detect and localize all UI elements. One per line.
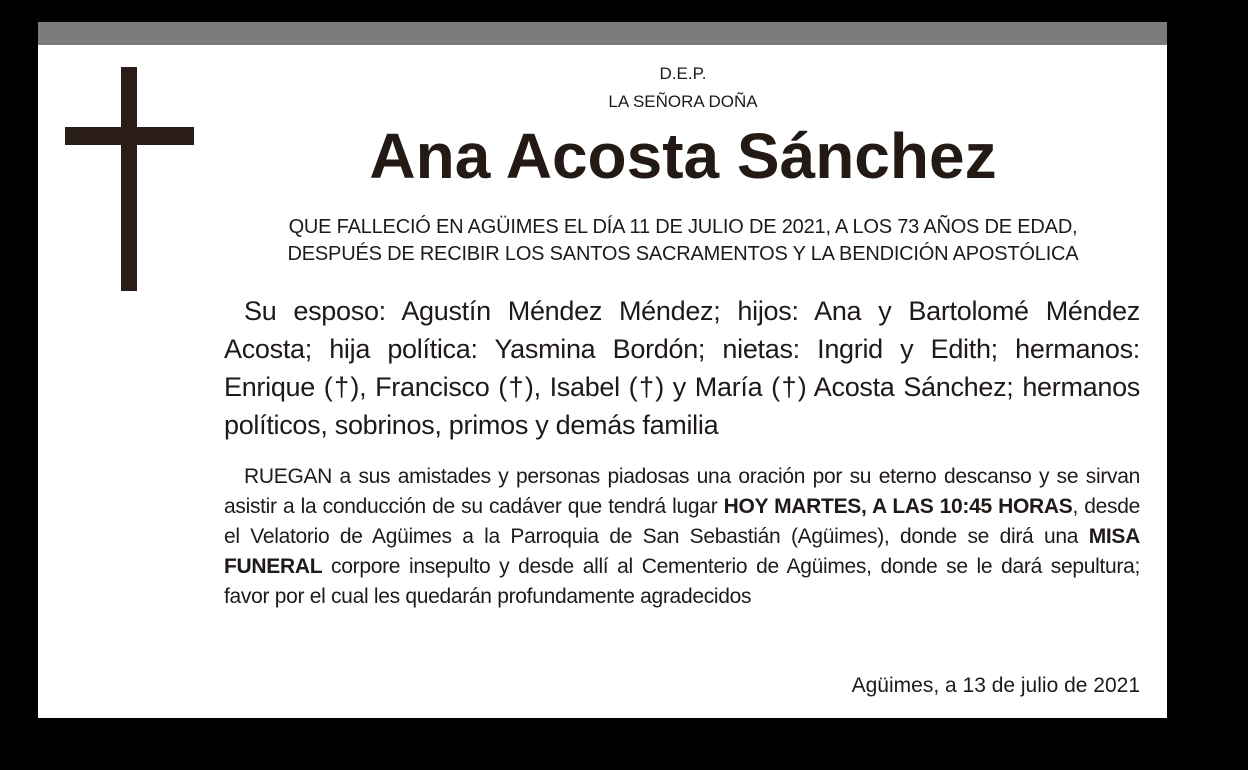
- deceased-name: Ana Acosta Sánchez: [369, 120, 997, 192]
- place-date: Agüimes, a 13 de julio de 2021: [851, 674, 1140, 697]
- ruegan-text-2: , desde el Velatorio de Agüimes a la Parroquia de San Sebastián (Agüimes), donde se dirá una: [224, 495, 1140, 548]
- death-notice: [223, 214, 1143, 268]
- death-line-2: DESPUÉS DE RECIBIR LOS SANTOS SACRAMENTOS Y LA BENDICIÓN APOSTÓLICA: [287, 243, 1079, 265]
- ruegan-time: HOY MARTES, A LAS 10:45 HORAS: [723, 495, 1073, 518]
- death-line-1: QUE FALLECIÓ EN AGÜIMES EL DÍA 11 DE JULIO DE 2021, A LOS 73 AÑOS DE EDAD,: [288, 216, 1078, 238]
- family-paragraph: [224, 292, 1140, 444]
- cross-icon: [65, 67, 194, 291]
- ruegan-paragraph: [224, 462, 1140, 612]
- family-text: Su esposo: Agustín Méndez Méndez; hijos: Ana y Bartolomé Méndez Acosta; hija política: Yasmina Bordón; nietas: Ingrid y Edith; hermanos: Enrique (†), Francisco (†), Isabel (†) y María (†) Acosta Sánchez; hermanos políticos, sobrinos, primos y demás familia: [224, 296, 1140, 440]
- ruegan-text-1: RUEGAN a sus amistades y personas piadosas una oración por su eterno descanso y se sirvan asistir a la conducción de su cadáver que tendrá lugar: [224, 465, 1140, 518]
- obituary-card: [38, 22, 1167, 718]
- honorific: LA SEÑORA DOÑA: [608, 92, 758, 111]
- ruegan-text-3: corpore insepulto y desde allí al Cementerio de Agüimes, donde se le dará sepultura; favor por el cual les quedarán profundamente agradecidos: [224, 555, 1140, 608]
- dep-heading: D.E.P.: [659, 64, 707, 83]
- ruegan-mass: MISA FUNERAL: [224, 525, 1140, 578]
- top-bar: [38, 22, 1167, 45]
